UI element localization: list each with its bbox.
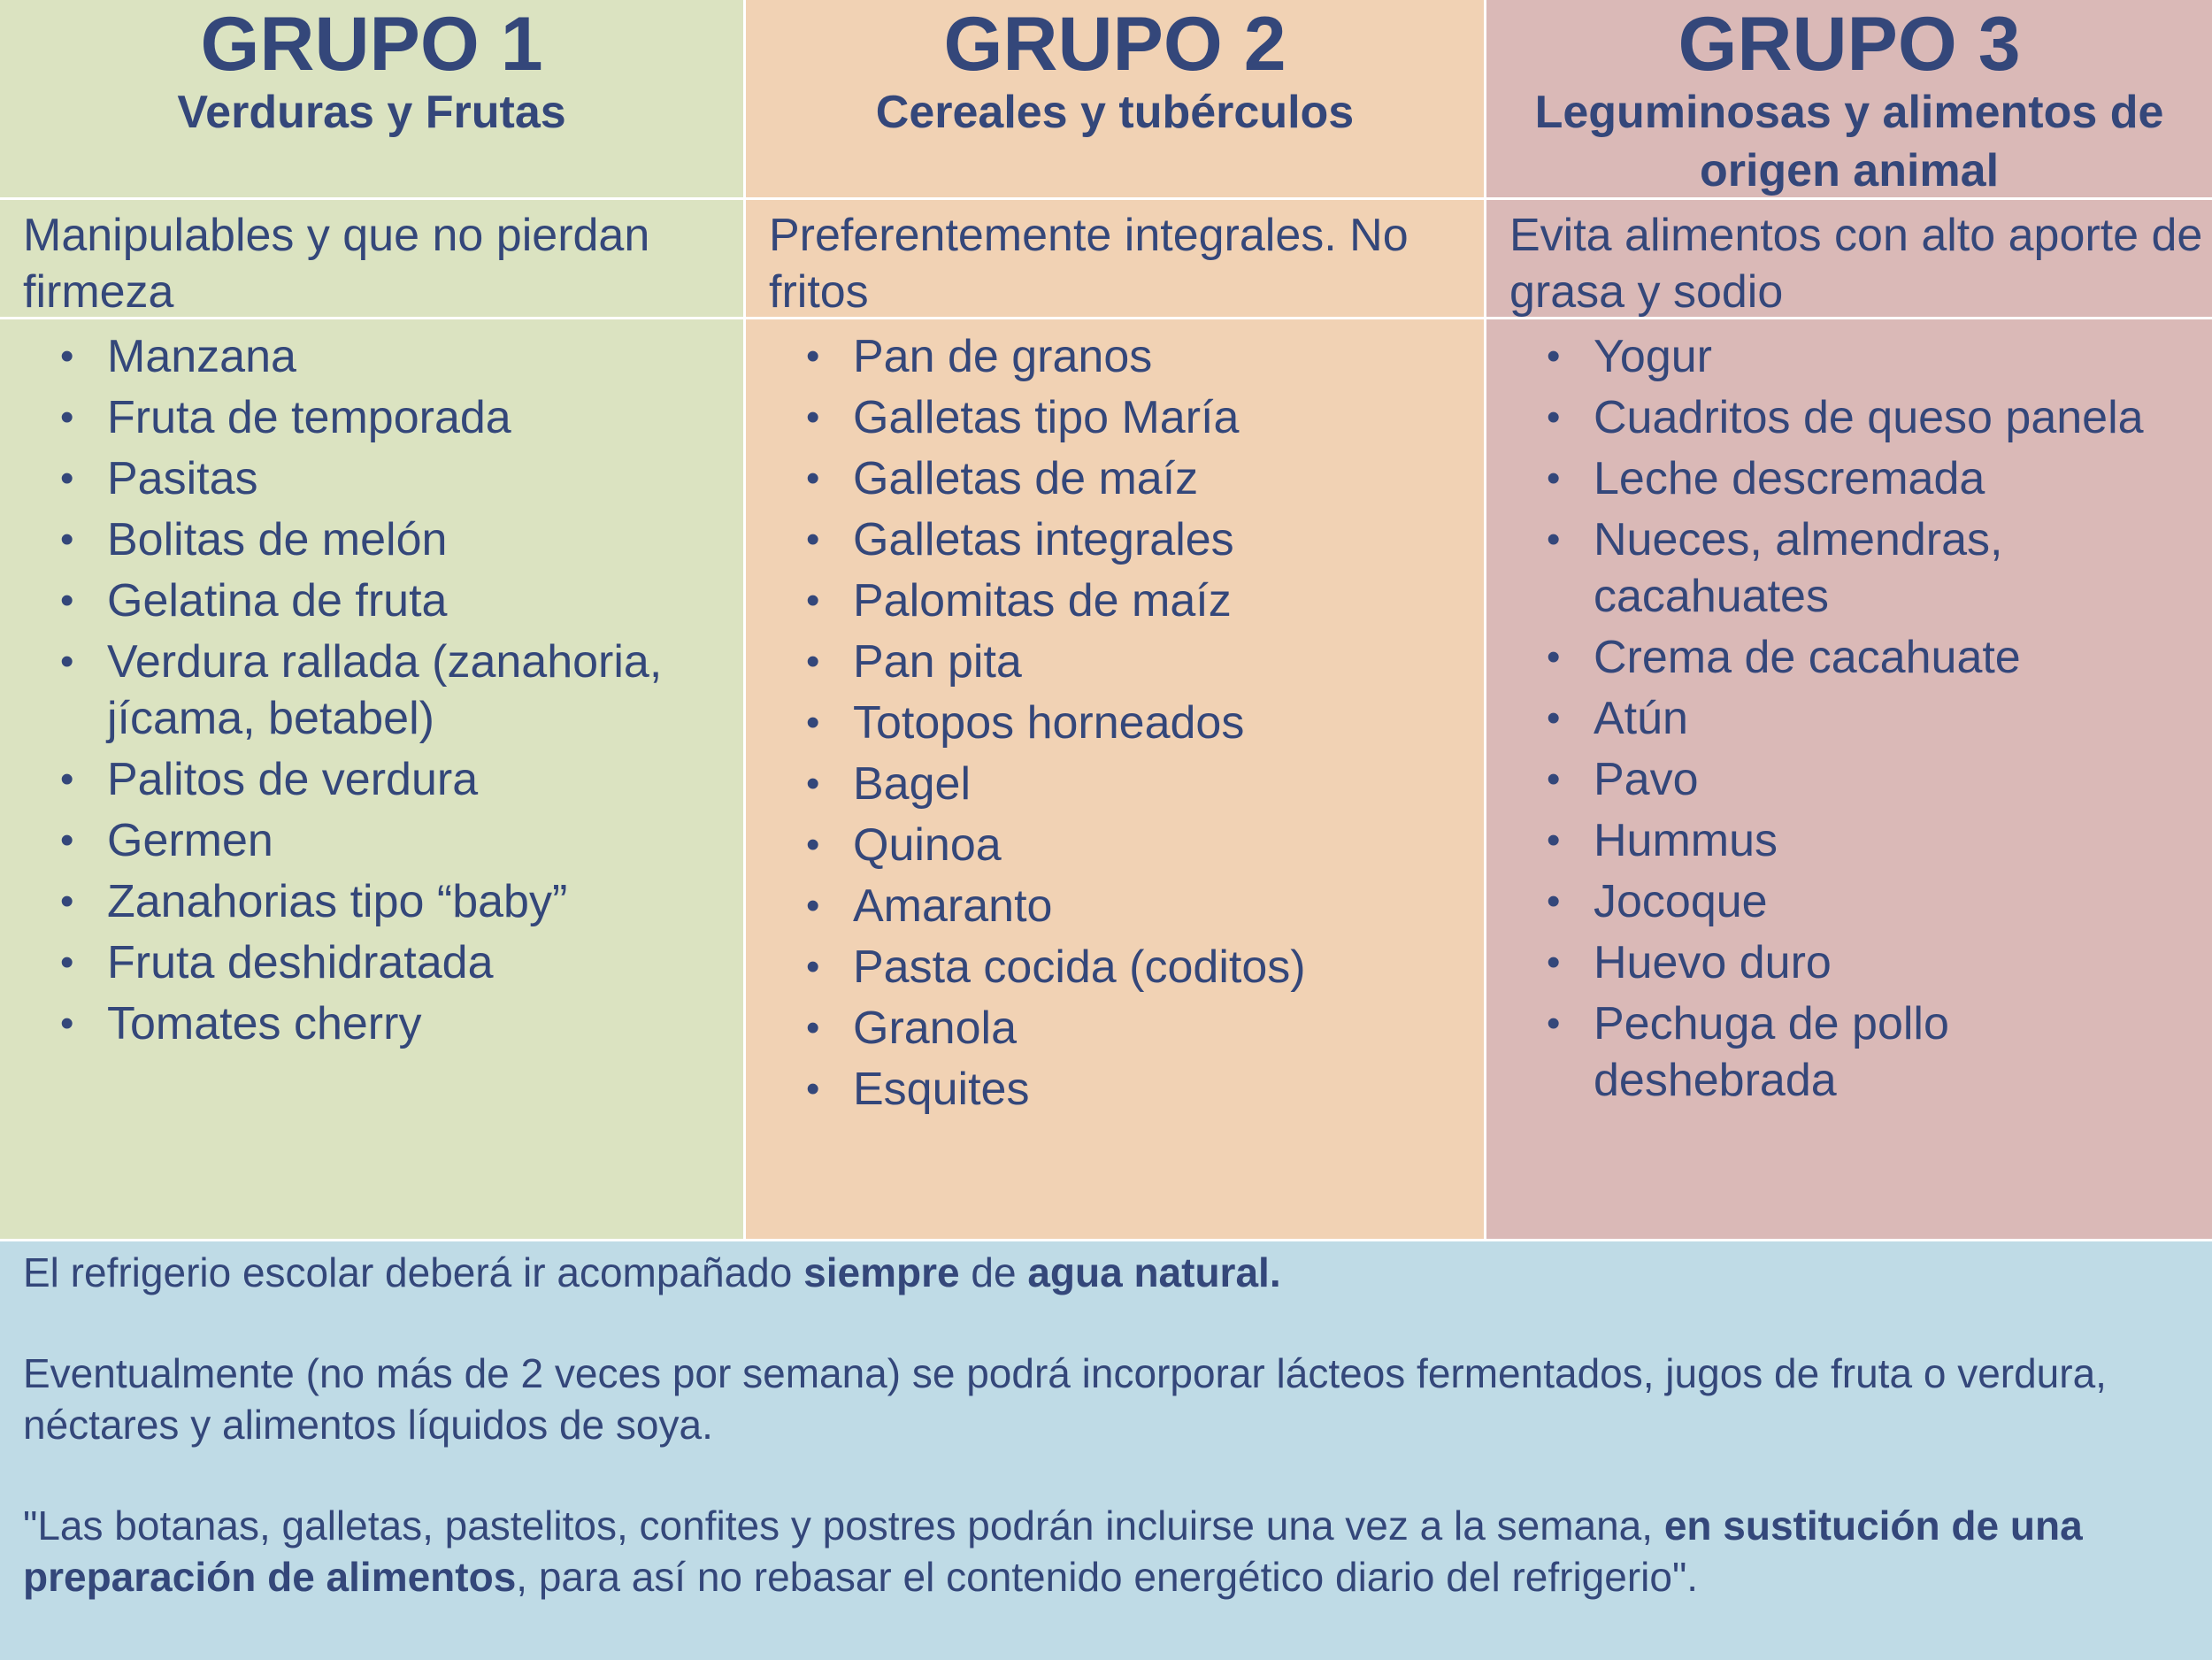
bullet-icon: • <box>806 823 820 866</box>
list-item-label: Nueces, almendras, cacahuates <box>1594 514 2003 622</box>
list-item <box>1486 873 2212 930</box>
list-item <box>746 878 1484 934</box>
group-1-list <box>0 319 743 1052</box>
bullet-icon: • <box>60 818 74 862</box>
list-item <box>746 328 1484 385</box>
list-item <box>0 934 743 991</box>
list-item-label: Pasta cocida (coditos) <box>853 941 1306 993</box>
bullet-icon: • <box>1547 334 1561 378</box>
bullet-icon: • <box>806 579 820 622</box>
list-item-label: Huevo duro <box>1594 937 1832 988</box>
group-2-subtitle: Cereales y tubérculos <box>875 87 1355 138</box>
footer-note-occasional: Eventualmente (no más de 2 veces por semana) se podrá incorporar lácteos fermentados, jugos de fruta o verdura, néctares y alimentos líquidos de soya. <box>23 1350 2107 1448</box>
group-1-description: Manipulables y que no pierdan firmeza <box>0 200 743 319</box>
list-item <box>1486 690 2212 747</box>
bullet-icon: • <box>1547 457 1561 500</box>
bullet-icon: • <box>806 884 820 927</box>
list-item <box>746 450 1484 507</box>
bullet-icon: • <box>60 396 74 439</box>
group-1-header <box>0 0 743 200</box>
list-item <box>746 939 1484 995</box>
list-item <box>0 450 743 507</box>
list-item <box>0 995 743 1052</box>
group-3-subtitle: Leguminosas y alimentos de origen animal <box>1534 87 2164 196</box>
bullet-icon: • <box>806 1006 820 1049</box>
bullet-icon: • <box>1547 818 1561 862</box>
list-item-label: Gelatina de fruta <box>107 575 448 626</box>
bullet-icon: • <box>1547 635 1561 679</box>
bullet-icon: • <box>1547 941 1561 984</box>
list-item <box>0 573 743 629</box>
list-item-label: Palitos de verdura <box>107 754 479 805</box>
list-item-label: Leche descremada <box>1594 453 1985 504</box>
list-item <box>0 751 743 808</box>
list-item-label: Bolitas de melón <box>107 514 448 565</box>
list-item-label: Verdura rallada (zanahoria, jícama, betabel) <box>107 636 663 744</box>
list-item-label: Tomates cherry <box>107 998 422 1049</box>
list-item <box>1486 389 2212 446</box>
list-item-label: Pechuga de pollo deshebrada <box>1594 998 1949 1106</box>
list-item-label: Totopos horneados <box>853 697 1245 749</box>
bullet-icon: • <box>1547 396 1561 439</box>
list-item <box>1486 934 2212 991</box>
group-3-description: Evita alimentos con alto aporte de grasa y sodio <box>1486 200 2212 319</box>
bullet-icon: • <box>60 880 74 923</box>
list-item-label: Zanahorias tipo “baby” <box>107 876 568 927</box>
bullet-icon: • <box>806 640 820 683</box>
footer-notes <box>0 1239 2212 1660</box>
group-3-list <box>1486 319 2212 1109</box>
group-1-column <box>0 0 746 1239</box>
footer-note-water-text-c: de <box>959 1249 1028 1295</box>
footer-note-snacks-text-a: "Las botanas, galletas, pastelitos, confites y postres podrán incluirse una vez a la semana, <box>23 1502 1664 1549</box>
list-item <box>0 812 743 869</box>
footer-note-snacks-emphasis: en sustitución de una preparación de alimentos <box>23 1502 2083 1600</box>
list-item <box>746 634 1484 690</box>
list-item-label: Cuadritos de queso panela <box>1594 392 2144 443</box>
list-item <box>0 511 743 568</box>
list-item <box>746 511 1484 568</box>
footer-note-water-text-a: El refrigerio escolar deberá ir acompañado <box>23 1249 804 1295</box>
list-item-label: Hummus <box>1594 815 1778 866</box>
list-item <box>1486 995 2212 1109</box>
list-item-label: Pasitas <box>107 453 258 504</box>
list-item-label: Pavo <box>1594 754 1699 805</box>
list-item-label: Yogur <box>1594 331 1712 382</box>
bullet-icon: • <box>60 941 74 984</box>
list-item <box>746 817 1484 873</box>
list-item-label: Quinoa <box>853 819 1002 871</box>
list-item-label: Pan de granos <box>853 331 1153 382</box>
list-item-label: Bagel <box>853 758 971 810</box>
list-item <box>1486 511 2212 625</box>
list-item <box>0 634 743 747</box>
bullet-icon: • <box>60 334 74 378</box>
footer-note-water-emphasis-always: siempre <box>803 1249 960 1295</box>
footer-note-snacks-text-c: , para así no rebasar el contenido energético diario del refrigerio". <box>516 1554 1699 1600</box>
list-item <box>1486 812 2212 869</box>
list-item <box>746 573 1484 629</box>
list-item-label: Manzana <box>107 331 296 382</box>
list-item-label: Palomitas de maíz <box>853 575 1232 626</box>
bullet-icon: • <box>1547 757 1561 801</box>
group-3-header <box>1486 0 2212 200</box>
list-item-label: Fruta deshidratada <box>107 937 494 988</box>
list-item-label: Granola <box>853 1003 1017 1054</box>
list-item <box>746 1061 1484 1118</box>
group-3-column <box>1486 0 2212 1239</box>
bullet-icon: • <box>806 701 820 744</box>
bullet-icon: • <box>806 518 820 561</box>
list-item <box>746 389 1484 446</box>
list-item-label: Galletas integrales <box>853 514 1234 565</box>
bullet-icon: • <box>1547 1002 1561 1045</box>
list-item-label: Esquites <box>853 1064 1030 1115</box>
bullet-icon: • <box>60 1002 74 1045</box>
bullet-icon: • <box>60 518 74 561</box>
list-item-label: Jocoque <box>1594 876 1768 927</box>
bullet-icon: • <box>806 396 820 439</box>
list-item-label: Germen <box>107 815 273 866</box>
bullet-icon: • <box>60 457 74 500</box>
bullet-icon: • <box>806 457 820 500</box>
footer-note-snacks <box>23 1500 2187 1602</box>
footer-note-water-emphasis-water: agua natural. <box>1027 1249 1281 1295</box>
footer-note-water <box>23 1247 2187 1298</box>
list-item <box>746 756 1484 812</box>
group-2-list <box>746 319 1484 1118</box>
bullet-icon: • <box>60 579 74 622</box>
list-item <box>0 873 743 930</box>
list-item-label: Pan pita <box>853 636 1022 688</box>
bullet-icon: • <box>1547 880 1561 923</box>
bullet-icon: • <box>806 334 820 378</box>
list-item <box>0 389 743 446</box>
bullet-icon: • <box>806 1067 820 1111</box>
bullet-icon: • <box>806 762 820 805</box>
bullet-icon: • <box>60 640 74 683</box>
list-item <box>746 695 1484 751</box>
group-2-title: GRUPO 2 <box>943 2 1286 87</box>
list-item-label: Fruta de temporada <box>107 392 511 443</box>
group-2-column <box>746 0 1486 1239</box>
list-item-label: Galletas tipo María <box>853 392 1240 443</box>
list-item <box>1486 450 2212 507</box>
list-item <box>1486 629 2212 686</box>
list-item <box>746 1000 1484 1057</box>
group-3-title: GRUPO 3 <box>1678 2 2021 87</box>
bullet-icon: • <box>806 945 820 988</box>
bullet-icon: • <box>1547 518 1561 561</box>
list-item-label: Crema de cacahuate <box>1594 632 2021 683</box>
list-item-label: Atún <box>1594 693 1688 744</box>
group-1-title: GRUPO 1 <box>200 2 543 87</box>
group-1-subtitle: Verduras y Frutas <box>177 87 566 138</box>
list-item <box>1486 328 2212 385</box>
list-item <box>0 328 743 385</box>
group-2-description: Preferentemente integrales. No fritos <box>746 200 1484 319</box>
list-item-label: Amaranto <box>853 880 1053 932</box>
bullet-icon: • <box>60 757 74 801</box>
list-item <box>1486 751 2212 808</box>
list-item-label: Galletas de maíz <box>853 453 1199 504</box>
group-2-header <box>746 0 1484 200</box>
bullet-icon: • <box>1547 696 1561 740</box>
